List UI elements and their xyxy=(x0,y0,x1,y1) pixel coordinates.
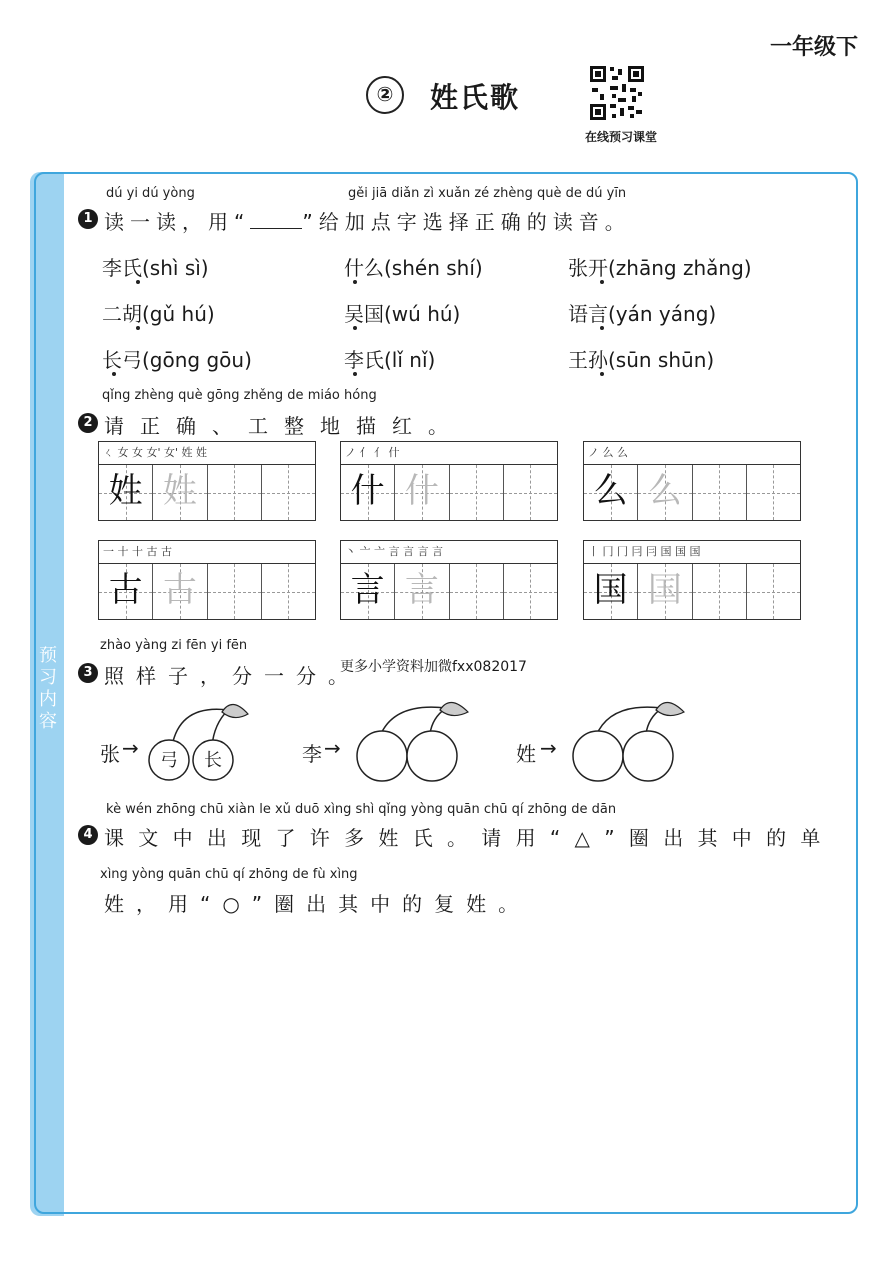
q1-number: 1 xyxy=(78,209,98,229)
tracing-box-shen[interactable] xyxy=(340,441,558,521)
trace-char: 么 xyxy=(647,471,682,511)
q4-pinyin-line2: xìng yòng quān chū qí zhōng de fù xìng xyxy=(100,867,358,882)
writing-cell[interactable] xyxy=(693,465,747,520)
trace-char: 姓 xyxy=(162,471,197,511)
writing-cell[interactable] xyxy=(341,465,395,520)
writing-cell[interactable] xyxy=(638,564,692,619)
q1-item-9[interactable] xyxy=(568,344,714,373)
trace-char: 国 xyxy=(647,570,682,610)
writing-cell[interactable] xyxy=(638,465,692,520)
q2-instruction: 请正确、工整地描红。 xyxy=(104,414,464,438)
writing-cell[interactable] xyxy=(262,564,315,619)
q1-options[interactable]: (gōng gōu) xyxy=(142,348,252,372)
q1-item-1[interactable] xyxy=(102,252,209,281)
cherry-circle-left xyxy=(357,731,407,781)
q1-word: 李氏 xyxy=(102,256,142,280)
trace-char: 什 xyxy=(404,471,439,511)
trace-char: 古 xyxy=(162,570,197,610)
q1-text-before: 读一读，用“ xyxy=(104,210,251,234)
cherry-diagram-1 xyxy=(140,696,260,786)
arrow-icon: → xyxy=(324,736,341,760)
q1-pinyin-right: gěi jiā diǎn zì xuǎn zé zhèng què de dú yīn xyxy=(348,186,627,201)
stroke-order: 丶 亠 亠 言 言 言 言 xyxy=(345,545,443,558)
tracing-box-gu[interactable] xyxy=(98,540,316,620)
q1-instruction xyxy=(104,206,631,235)
writing-cell[interactable] xyxy=(208,465,262,520)
writing-cell[interactable] xyxy=(262,465,315,520)
q4-instruction-line2: 姓，用“○”圈出其中的复姓。 xyxy=(104,892,531,916)
q1-item-6[interactable] xyxy=(568,298,716,327)
qr-code-icon[interactable] xyxy=(588,64,646,122)
stroke-order: ノ 亻 亻 什 xyxy=(345,446,400,459)
q1-pinyin-left: dú yi dú yòng xyxy=(106,186,195,201)
model-char: 什 xyxy=(350,471,385,511)
answer-blank[interactable] xyxy=(250,210,302,229)
q1-word: 长弓 xyxy=(102,348,142,372)
page-title: 姓氏歌 xyxy=(430,81,521,114)
cherry-source-char: 张 xyxy=(100,742,120,766)
tracing-box-me[interactable] xyxy=(583,441,801,521)
emphasis-dot xyxy=(600,326,604,330)
writing-cell[interactable] xyxy=(395,465,449,520)
lesson-number: ② xyxy=(366,76,404,114)
model-char: 国 xyxy=(593,570,628,610)
writing-cell[interactable] xyxy=(504,564,557,619)
model-char: 么 xyxy=(593,471,628,511)
q1-options[interactable]: (wú hú) xyxy=(384,302,461,326)
cherry-circle-right xyxy=(407,731,457,781)
q1-item-4[interactable] xyxy=(102,298,215,327)
q1-options[interactable]: (zhāng zhǎng) xyxy=(608,256,752,280)
q1-options[interactable]: (gǔ hú) xyxy=(142,302,215,326)
q4-instruction-line1: 课文中出现了许多姓氏。请用“△”圈出其中的单 xyxy=(104,826,835,850)
writing-cell[interactable] xyxy=(208,564,262,619)
writing-cell[interactable] xyxy=(99,564,153,619)
q1-options[interactable]: (shén shí) xyxy=(384,256,483,280)
content-frame xyxy=(34,172,858,1214)
writing-cell[interactable] xyxy=(450,465,504,520)
tracing-box-guo[interactable] xyxy=(583,540,801,620)
watermark-text: 更多小学资料加微fxx082017 xyxy=(340,659,527,675)
writing-cell[interactable] xyxy=(450,564,504,619)
model-char: 姓 xyxy=(108,471,143,511)
emphasis-dot xyxy=(600,280,604,284)
cherry-source-char: 李 xyxy=(302,742,322,766)
grade-label: 一年级下 xyxy=(769,35,858,60)
cherry-diagram-3[interactable] xyxy=(566,696,696,790)
q1-options[interactable]: (shì sì) xyxy=(142,256,209,280)
stroke-order: ノ 么 么 xyxy=(588,446,628,459)
writing-cell[interactable] xyxy=(395,564,449,619)
emphasis-dot xyxy=(353,326,357,330)
emphasis-dot xyxy=(136,280,140,284)
qr-caption: 在线预习课堂 xyxy=(584,130,657,144)
writing-cell[interactable] xyxy=(153,465,207,520)
q1-item-3[interactable] xyxy=(568,252,752,281)
q1-text-after: ”给加点字选择正确的读音。 xyxy=(302,210,631,234)
q1-item-2[interactable] xyxy=(344,252,483,281)
sidebar-label: 预习内容 xyxy=(39,645,57,732)
q2-number: 2 xyxy=(78,413,98,433)
q4-number: 4 xyxy=(78,825,98,845)
q1-options[interactable]: (lǐ nǐ) xyxy=(384,348,436,372)
cherry-diagram-2[interactable] xyxy=(350,696,480,790)
arrow-icon: → xyxy=(122,736,139,760)
emphasis-dot xyxy=(112,372,116,376)
q1-word: 二胡 xyxy=(102,302,142,326)
writing-cell[interactable] xyxy=(693,564,747,619)
emphasis-dot xyxy=(353,372,357,376)
leaf-icon xyxy=(656,702,684,715)
emphasis-dot xyxy=(600,372,604,376)
q3-instruction: 照样子，分一分。 xyxy=(104,664,360,688)
q1-word: 王孙 xyxy=(568,348,608,372)
q1-item-5[interactable] xyxy=(344,298,460,327)
q1-item-7[interactable] xyxy=(102,344,252,373)
q1-word: 张开 xyxy=(568,256,608,280)
q1-options[interactable]: (yán yáng) xyxy=(608,302,717,326)
cherry-left-char: 弓 xyxy=(160,750,178,771)
emphasis-dot xyxy=(353,280,357,284)
writing-cell[interactable] xyxy=(584,465,638,520)
q1-options[interactable]: (sūn shūn) xyxy=(608,348,715,372)
q3-number: 3 xyxy=(78,663,98,683)
q1-word: 李氏 xyxy=(344,348,384,372)
tracing-box-yan[interactable] xyxy=(340,540,558,620)
writing-cell[interactable] xyxy=(341,564,395,619)
stroke-order: ㄑ 女 女 女' 女' 姓 姓 xyxy=(103,446,208,459)
cherry-right-char: 长 xyxy=(204,750,222,771)
leaf-icon xyxy=(440,702,468,715)
writing-cell[interactable] xyxy=(747,564,800,619)
stroke-order: 丨 冂 冂 冃 冃 国 国 国 xyxy=(588,545,701,558)
writing-cell[interactable] xyxy=(153,564,207,619)
cherry-circle-left xyxy=(573,731,623,781)
q1-word: 语言 xyxy=(568,302,608,326)
trace-char: 言 xyxy=(404,570,439,610)
writing-cell[interactable] xyxy=(99,465,153,520)
arrow-icon: → xyxy=(540,736,557,760)
emphasis-dot xyxy=(136,326,140,330)
stroke-order: 一 十 十 古 古 xyxy=(103,545,172,558)
writing-cell[interactable] xyxy=(504,465,557,520)
cherry-circle-right xyxy=(623,731,673,781)
q2-pinyin: qǐng zhèng què gōng zhěng de miáo hóng xyxy=(102,388,377,403)
q1-word: 吴国 xyxy=(344,302,384,326)
tracing-box-xing[interactable] xyxy=(98,441,316,521)
leaf-icon xyxy=(222,704,248,717)
cherry-source-char: 姓 xyxy=(516,742,536,766)
q1-item-8[interactable] xyxy=(344,344,435,373)
model-char: 古 xyxy=(108,570,143,610)
writing-cell[interactable] xyxy=(584,564,638,619)
model-char: 言 xyxy=(350,570,385,610)
q3-pinyin: zhào yàng zi fēn yi fēn xyxy=(100,638,248,653)
writing-cell[interactable] xyxy=(747,465,800,520)
q4-pinyin-line1: kè wén zhōng chū xiàn le xǔ duō xìng shì qǐng yòng quān chū qí zhōng de dān xyxy=(106,802,617,817)
q1-word: 什么 xyxy=(344,256,384,280)
